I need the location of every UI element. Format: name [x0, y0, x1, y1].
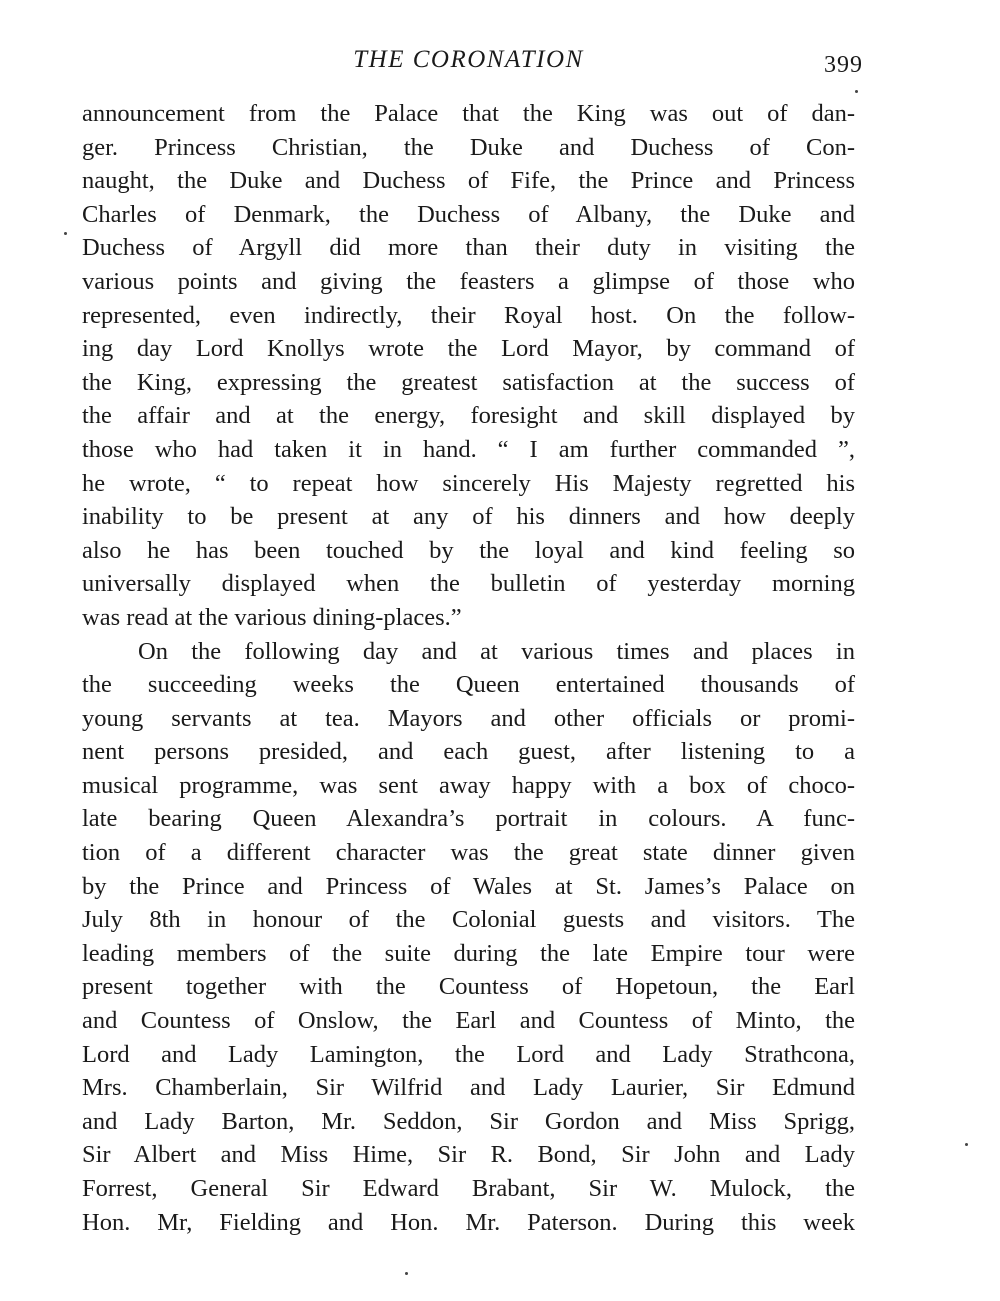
page-number: 399: [824, 52, 863, 78]
text-line: musical programme, was sent away happy with a box of choco-: [82, 771, 855, 799]
text-line: those who had taken it in hand. “ I am further commanded ”,: [82, 435, 855, 463]
scan-speck: [855, 90, 858, 93]
text-line: present together with the Countess of Hopetoun, the Earl: [82, 973, 855, 1001]
paragraph-2: [82, 635, 855, 1240]
text-line: young servants at tea. Mayors and other officials or promi-: [82, 704, 855, 732]
text-line: Duchess of Argyll did more than their duty in visiting the: [82, 234, 855, 262]
text-line: ing day Lord Knollys wrote the Lord Mayor, by command of: [82, 335, 855, 363]
text-line: and Countess of Onslow, the Earl and Countess of Minto, the: [82, 1007, 855, 1035]
text-line: July 8th in honour of the Colonial guests and visitors. The: [82, 906, 855, 934]
text-line: Mrs. Chamberlain, Sir Wilfrid and Lady Laurier, Sir Edmund: [82, 1074, 855, 1102]
text-line: late bearing Queen Alexandra’s portrait in colours. A func-: [82, 805, 855, 833]
scan-speck: [405, 1272, 408, 1275]
text-line: by the Prince and Princess of Wales at St. James’s Palace on: [82, 872, 855, 900]
text-line: he wrote, “ to repeat how sincerely His Majesty regretted his: [82, 469, 855, 497]
text-line: Sir Albert and Miss Hime, Sir R. Bond, Sir John and Lady: [82, 1141, 855, 1169]
scan-speck: [64, 232, 67, 235]
text-line: various points and giving the feasters a glimpse of those who: [82, 267, 855, 295]
text-line: the succeeding weeks the Queen entertained thousands of: [82, 671, 855, 699]
text-line: naught, the Duke and Duchess of Fife, the Prince and Princess: [82, 167, 855, 195]
text-line: ger. Princess Christian, the Duke and Duchess of Con-: [82, 133, 855, 161]
body-text: [82, 97, 855, 1239]
text-line: Hon. Mr, Fielding and Hon. Mr. Paterson. During this week: [82, 1208, 855, 1236]
text-line: Forrest, General Sir Edward Brabant, Sir W. Mulock, the: [82, 1175, 855, 1202]
text-line: represented, even indirectly, their Royal host. On the follow-: [82, 301, 855, 329]
text-line: On the following day and at various times and places in: [138, 637, 855, 665]
text-line: announcement from the Palace that the King was out of dan-: [82, 100, 855, 127]
text-line: inability to be present at any of his dinners and how deeply: [82, 503, 855, 531]
text-line: the King, expressing the greatest satisfaction at the success of: [82, 368, 855, 396]
text-line: also he has been touched by the loyal and kind feeling so: [82, 536, 855, 564]
text-line: Charles of Denmark, the Duchess of Albany, the Duke and: [82, 200, 855, 228]
running-title: THE CORONATION: [353, 46, 584, 73]
text-line: was read at the various dining-places.”: [82, 603, 462, 631]
text-line: Lord and Lady Lamington, the Lord and Lady Strathcona,: [82, 1040, 855, 1068]
text-line: nent persons presided, and each guest, after listening to a: [82, 738, 855, 766]
text-line: the affair and at the energy, foresight and skill displayed by: [82, 402, 855, 430]
text-line: tion of a different character was the great state dinner given: [82, 839, 855, 867]
paragraph-1: [82, 97, 855, 635]
running-head: [82, 42, 863, 82]
text-line: universally displayed when the bulletin of yesterday morning: [82, 570, 855, 598]
text-line: and Lady Barton, Mr. Seddon, Sir Gordon and Miss Sprigg,: [82, 1107, 855, 1135]
scan-speck: [965, 1143, 968, 1146]
text-line: leading members of the suite during the late Empire tour were: [82, 939, 855, 967]
